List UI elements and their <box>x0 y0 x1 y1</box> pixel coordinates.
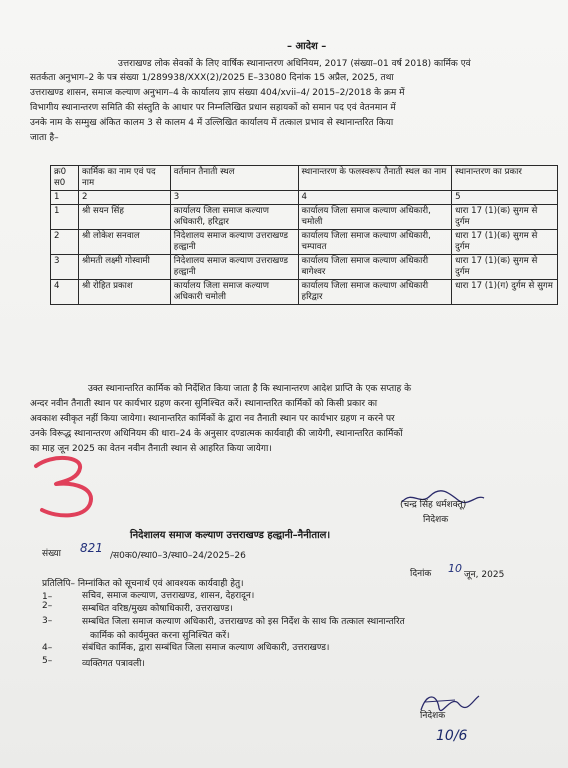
para2-line: उनके विरूद्ध स्थानान्तरण अधिनियम की धारा–24 के अनुसार दण्डात्मक कार्यवाही की जायेगी, स्थानान्तरित कार्मिकों <box>30 429 403 439</box>
row-transfer-type: धारा 17 (1)(ग) दुर्गम से सुगम <box>452 280 558 305</box>
para2-line: अन्दर नवीन तैनाती स्थान पर कार्यभार ग्रहण करना सुनिश्चित करें। स्थानान्तरित कार्मिकों को किसी प्रकार का <box>30 399 378 409</box>
col-number: 5 <box>452 191 558 205</box>
col-number: 2 <box>78 191 170 205</box>
cc-item-number: 3– <box>42 616 53 626</box>
row-current-posting: कार्यालय जिला समाज कल्याण अधिकारी, हरिद्वार <box>170 205 298 230</box>
row-new-posting: कार्यालय जिला समाज कल्याण अधिकारी बागेश्वर <box>298 255 452 280</box>
cc-item-text: सचिव, समाज कल्याण, उत्तराखण्ड, शासन, देहरादून। <box>82 591 255 601</box>
cc-item-text: व्यक्तिगत पत्रावली। <box>82 659 145 669</box>
signatory-name: (चन्द्र सिंह धर्मशक्तू) <box>400 500 467 510</box>
para1-line: उत्तराखण्ड शासन, समाज कल्याण अनुभाग–4 के कार्यालय ज्ञाप संख्या 404/xvii–4/ 2015–2/2018 के क्रम में <box>30 88 405 98</box>
para2-line: उक्त स्थानान्तरित कार्मिक को निर्देशित किया जाता है कि स्थानान्तरण आदेश प्राप्ति के एक सप्ताह के <box>88 384 412 394</box>
cc-item-text: सम्बधित वरिष्ठ/मुख्य कोषाधिकारी, उत्तराखण्ड। <box>82 604 233 614</box>
table-header-row <box>51 166 558 191</box>
letter-number-label: संख्या <box>42 549 61 559</box>
header-cell: वर्तमान तैनाती स्थल <box>170 166 298 191</box>
para2-line: अवकाश स्वीकृत नहीं किया जायेगा। स्थानान्तरित कार्मिकों के द्वारा नव तैनाती स्थान पर कार्यभार ग्रहण न करने पर <box>30 414 395 424</box>
row-serial: 1 <box>51 205 79 230</box>
letter-number-rest: /स0क0/स्था0–3/स्था0–24/2025–26 <box>110 551 246 561</box>
row-employee-name: श्री सयन सिंह <box>78 205 170 230</box>
date-rest: जून, 2025 <box>464 570 505 580</box>
para2-line: का माह जून 2025 का वेतन नवीन तैनाती स्थान से आहरित किया जायेगा। <box>30 444 272 454</box>
header-cell: स्थानान्तरण के फलस्वरूप तैनाती स्थल का नाम <box>298 166 452 191</box>
cc-item-number: 1– <box>42 592 53 602</box>
row-new-posting: कार्यालय जिला समाज कल्याण अधिकारी, चमोली <box>298 205 452 230</box>
row-current-posting: कार्यालय जिला समाज कल्याण अधिकारी चमोली <box>170 280 298 305</box>
column-number-row <box>51 191 558 205</box>
office-name: निदेशालय समाज कल्याण उत्तराखण्ड हल्द्वानी–नैनीताल। <box>130 530 331 541</box>
col-number: 3 <box>170 191 298 205</box>
date-label: दिनांक <box>410 569 432 579</box>
bottom-handwritten-note: 10/6 <box>436 728 468 744</box>
row-transfer-type: धारा 17 (1)(क) सुगम से दुर्गम <box>452 255 558 280</box>
red-handwritten-mark <box>30 452 110 526</box>
para1-line: उनके नाम के सम्मुख अंकित कालम 3 से कालम 4 में उल्लिखित कार्यालय में तत्काल प्रभाव से स्थानान्तरित किया <box>30 118 394 128</box>
cc-heading: प्रतिलिपि– निम्नांकित को सूचनार्थ एवं आवश्यक कार्यवाही हेतु। <box>42 579 244 589</box>
table-row <box>51 255 558 280</box>
row-current-posting: निदेशालय समाज कल्याण उत्तराखण्ड हल्द्वानी <box>170 230 298 255</box>
cc-item-number: 2– <box>42 601 53 611</box>
para1-line: विभागीय स्थानान्तरण समिति की संस्तुति के आधार पर निम्नलिखित प्रधान सहायकों को समान पद एवं वेतनमान में <box>30 103 396 113</box>
row-serial: 2 <box>51 230 79 255</box>
header-cell: स्थानान्तरण का प्रकार <box>452 166 558 191</box>
cc-item-number: 4– <box>42 643 53 653</box>
table-row <box>51 280 558 305</box>
row-new-posting: कार्यालय जिला समाज कल्याण अधिकारी, चम्पावत <box>298 230 452 255</box>
cc-item-text: संबंधित कार्मिक, द्वारा सम्बंधित जिला समाज कल्याण अधिकारी, उत्तराखण्ड। <box>82 643 330 653</box>
row-current-posting: निदेशालय समाज कल्याण उत्तराखण्ड हल्द्वानी <box>170 255 298 280</box>
row-new-posting: कार्यालय जिला समाज कल्याण अधिकारी हरिद्वार <box>298 280 452 305</box>
order-heading: – आदेश – <box>287 41 327 52</box>
row-employee-name: श्री लोकेश सनवाल <box>78 230 170 255</box>
cc-item-number: 5– <box>42 656 53 666</box>
transfer-table <box>50 165 558 305</box>
para1-line: उत्तराखण्ड लोक सेवकों के लिए वार्षिक स्थानान्तरण अधिनियम, 2017 (संख्या–01 वर्ष 2018) कार्मिक एवं <box>118 59 471 69</box>
header-cell: क्र0 स0 <box>51 166 79 191</box>
row-employee-name: श्रीमती लक्ष्मी गोस्वामी <box>78 255 170 280</box>
row-employee-name: श्री रोहित प्रकाश <box>78 280 170 305</box>
row-serial: 4 <box>51 280 79 305</box>
table-row <box>51 205 558 230</box>
signatory-title: निदेशक <box>423 515 449 525</box>
para1-line: सतर्कता अनुभाग–2 के पत्र संख्या 1/289938/XXX(2)/2025 E–33080 दिनांक 15 अप्रैल, 2025, तथा <box>30 73 394 83</box>
row-serial: 3 <box>51 255 79 280</box>
row-transfer-type: धारा 17 (1)(क) सुगम से दुर्गम <box>452 205 558 230</box>
date-handwritten: 10 <box>448 562 462 575</box>
header-cell: कार्मिक का नाम एवं पद नाम <box>78 166 170 191</box>
bottom-sign-title: निदेशक <box>420 711 446 721</box>
table-row <box>51 230 558 255</box>
cc-item-text: कार्मिक को कार्यमुक्त करना सुनिश्चित करें। <box>90 631 230 641</box>
cc-item-text: सम्बधित जिला समाज कल्याण अधिकारी, उत्तराखण्ड को इस निर्देश के साथ कि तत्काल स्थानान्तरित <box>82 617 405 627</box>
letter-number-handwritten: 821 <box>80 541 103 555</box>
col-number: 4 <box>298 191 452 205</box>
para1-line: जाता है– <box>30 133 59 143</box>
row-transfer-type: धारा 17 (1)(क) सुगम से दुर्गम <box>452 230 558 255</box>
col-number: 1 <box>51 191 79 205</box>
